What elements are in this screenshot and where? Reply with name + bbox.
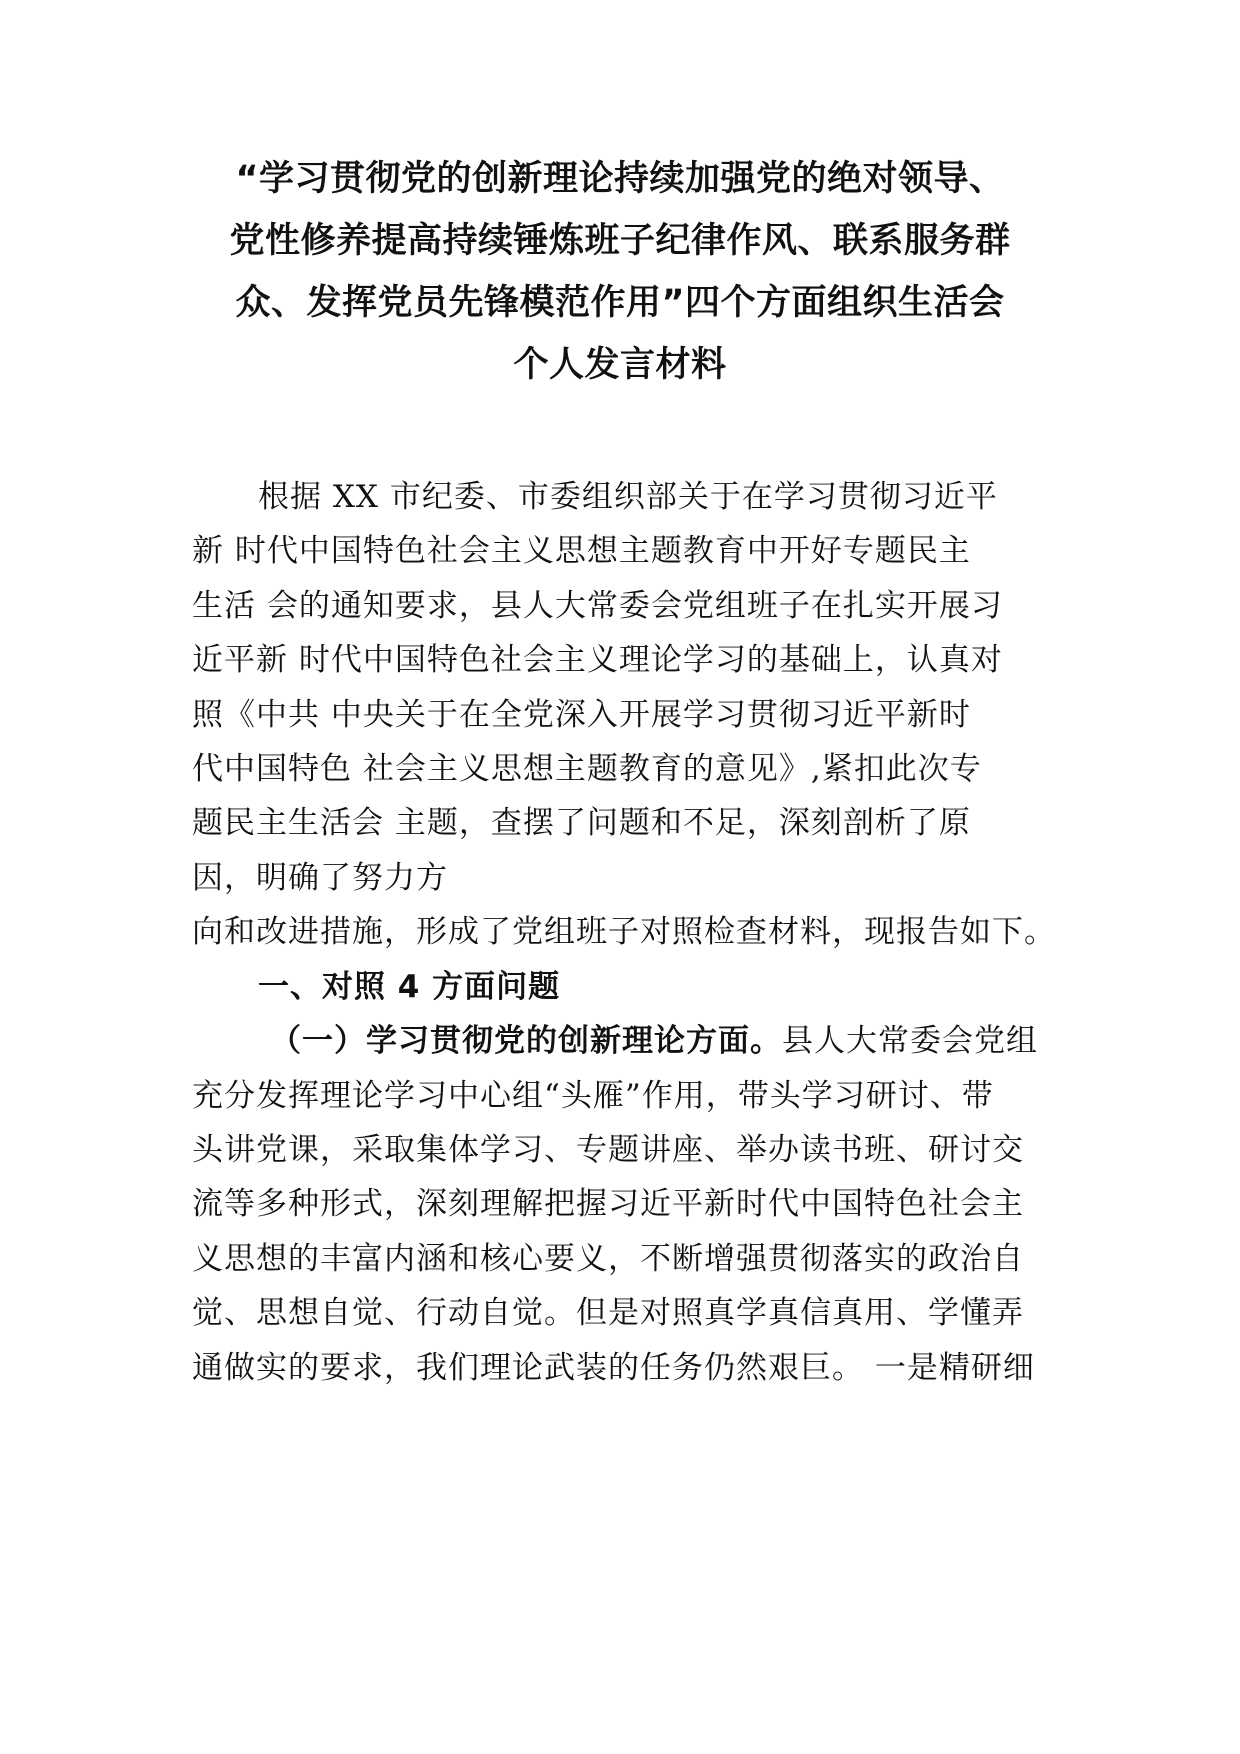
- intro-line: 因，明确了努力方: [192, 860, 448, 896]
- document-title: [150, 148, 1090, 396]
- intro-line: 题民主生活会 主题，查摆了问题和不足，深刻剖析了原: [192, 805, 971, 841]
- title-line: 个人发言材料: [513, 345, 727, 385]
- subsection-heading: （一）学习贯彻党的创新理论方面。: [270, 1023, 782, 1059]
- subsection-line: 通做实的要求，我们理论武装的任务仍然艰巨。 一是精研细: [192, 1350, 1035, 1386]
- intro-line: 新 时代中国特色社会主义思想主题教育中开好专题民主: [192, 533, 971, 569]
- subsection-line: 头讲党课，采取集体学习、专题讲座、举办读书班、研讨交: [192, 1132, 1024, 1168]
- intro-line: 向和改进措施，形成了党组班子对照检查材料，现报告如下。: [192, 914, 1056, 950]
- subsection-first-line-text: 县人大常委会党组: [782, 1023, 1038, 1059]
- intro-line: 生活 会的通知要求，县人大常委会党组班子在扎实开展习: [192, 588, 1003, 624]
- subsection-line: 觉、思想自觉、行动自觉。但是对照真学真信真用、学懂弄: [192, 1295, 1024, 1331]
- section-heading: 一、对照 4 方面问题: [258, 969, 561, 1005]
- subsection-line: 流等多种形式，深刻理解把握习近平新时代中国特色社会主: [192, 1186, 1024, 1222]
- title-line: 党性修养提高持续锤炼班子纪律作风、联系服务群: [229, 221, 1011, 261]
- title-line: 众、发挥党员先锋模范作用”四个方面组织生活会: [235, 283, 1005, 323]
- title-line: “学习贯彻党的创新理论持续加强党的绝对领导、: [235, 159, 1005, 199]
- subsection-line: 义思想的丰富内涵和核心要义，不断增强贯彻落实的政治自: [192, 1241, 1024, 1277]
- intro-line: 近平新 时代中国特色社会主义理论学习的基础上，认真对: [192, 642, 1003, 678]
- intro-line: 照《中共 中央关于在全党深入开展学习贯彻习近平新时: [192, 697, 971, 733]
- subsection-line: 充分发挥理论学习中心组“头雁”作用，带头学习研讨、带: [192, 1078, 994, 1114]
- intro-line: 代中国特色 社会主义思想主题教育的意见》,紧扣此次专: [192, 751, 982, 787]
- subsection-first-line: [270, 1021, 1038, 1061]
- intro-line: 根据 XX 市纪委、市委组织部关于在学习贯彻习近平: [258, 479, 998, 515]
